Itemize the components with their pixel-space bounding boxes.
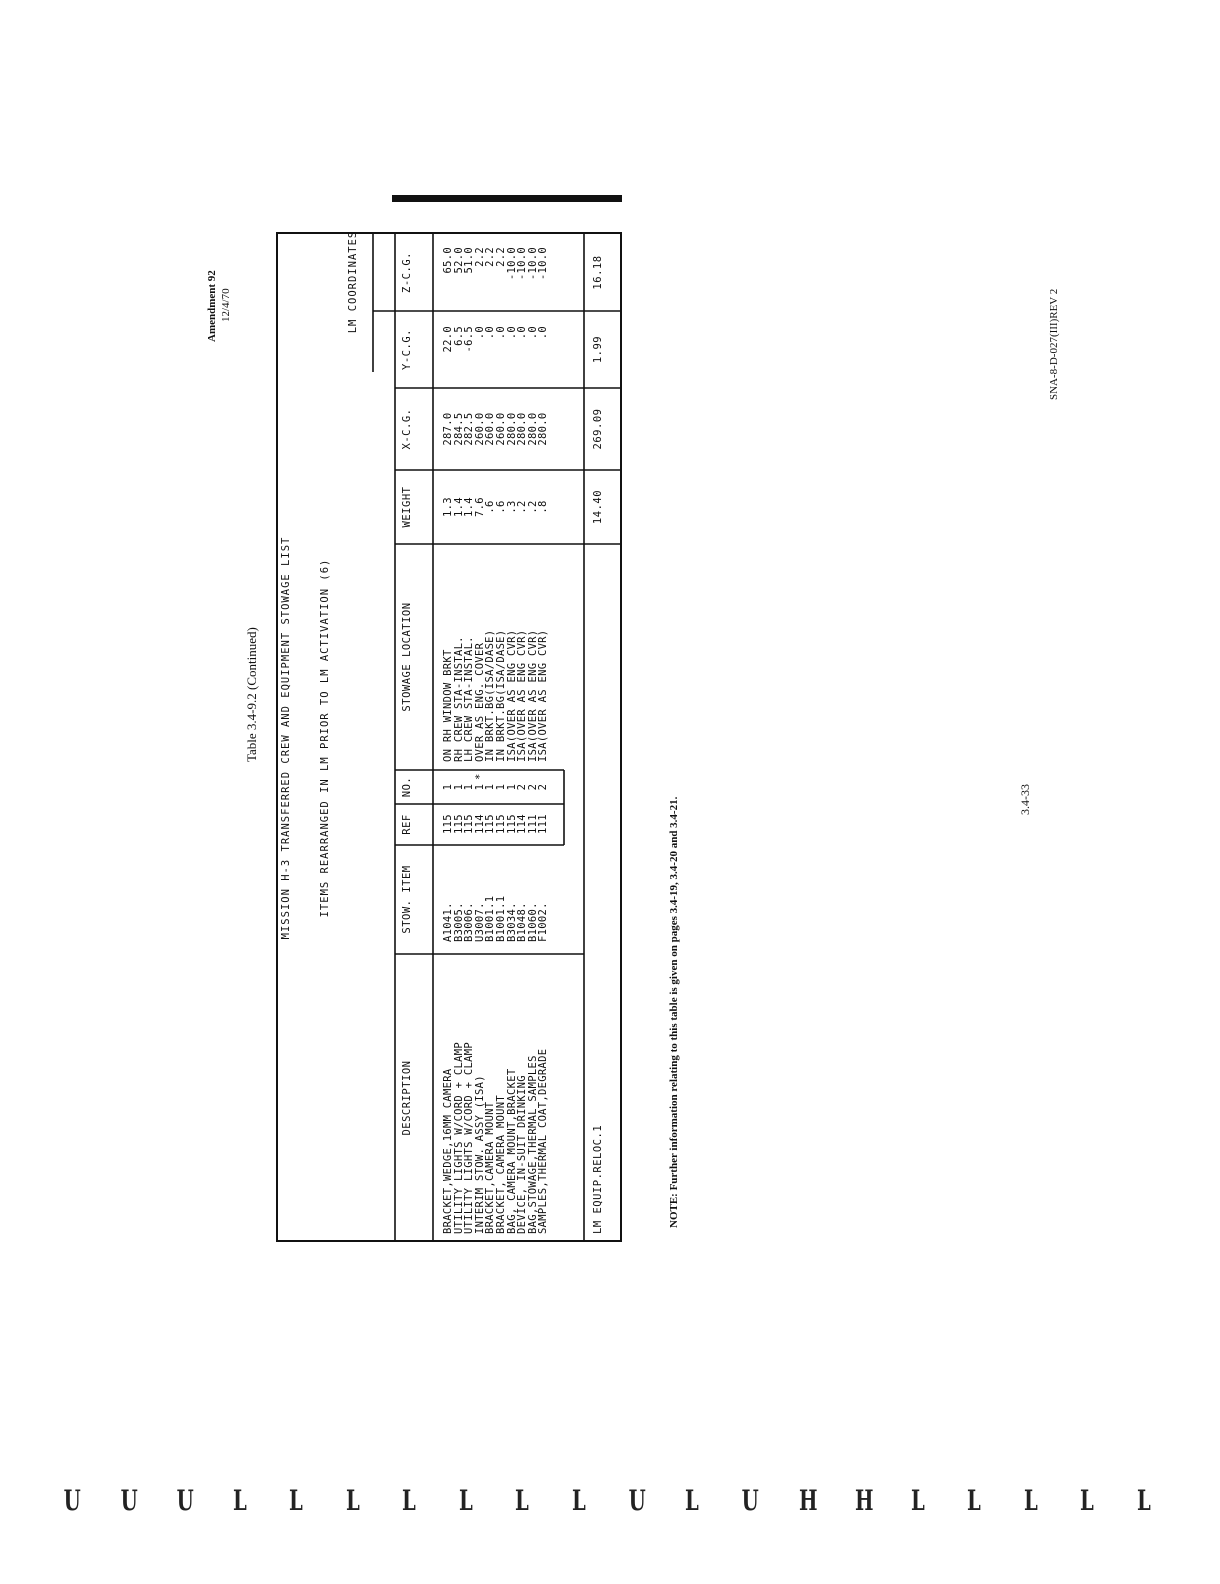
star-mark: * [473, 773, 486, 780]
table-cell-no: 1 [463, 783, 476, 791]
table-row [496, 234, 507, 1242]
table-cell-z: 2.2 [473, 247, 486, 267]
table-cell-stow_item: B1001.1 [484, 895, 497, 942]
col-header-z-cg: Z-C.G. [401, 252, 413, 293]
table-cell-y: 6.5 [452, 326, 465, 346]
footer-mark: L [401, 1484, 416, 1517]
footer-mark: U [741, 1484, 759, 1517]
table-cell-ref: 115 [484, 814, 497, 834]
table-cell-ref: 111 [526, 814, 539, 834]
table-cell-description: SAMPLES,THERMAL COAT,DEGRADE [537, 1048, 550, 1234]
amendment-date: 12/4/70 [220, 288, 232, 322]
col-header-stow-item: STOW. ITEM [401, 865, 413, 934]
table-cell-location: ISA(OVER AS ENG CVR) [526, 629, 539, 762]
table-cell-z: 65.0 [442, 247, 454, 274]
table-cell-no: 1 [495, 783, 507, 791]
table-cell-y: .0 [526, 326, 539, 340]
table-cell-stow_item: B1060. [526, 902, 539, 942]
table-cell-y: -6.5 [463, 326, 476, 353]
amendment-label: Amendment 92 [206, 270, 218, 342]
footer-mark: L [345, 1484, 360, 1517]
table-note: NOTE: Further information relating to this table is given on pages 3.4-19, 3.4-20 and 3.4-21. [668, 796, 680, 1228]
table-cell-y: .0 [505, 326, 518, 340]
table-cell-stow_item: B3006. [463, 902, 476, 942]
col-header-y-cg: Y-C.G. [401, 329, 413, 370]
table-cell-ref: 115 [452, 814, 465, 834]
table-caption: Table 3.4-9.2 (Continued) [244, 627, 259, 762]
col-header-ref: REF [401, 814, 413, 835]
table-cell-z: -10.0 [526, 247, 539, 281]
table-cell-x: 280.0 [526, 412, 539, 446]
table-cell-location: ISA(OVER AS ENG CVR) [516, 629, 529, 762]
footer-mark: L [288, 1484, 303, 1517]
table-cell-location: RH CREW STA-INSTAL. [452, 636, 465, 762]
footer-mark: U [63, 1484, 81, 1517]
table-cell-description: DEVICE, IN-SUIT DRINKING [516, 1075, 529, 1234]
table-cell-y: .0 [473, 326, 486, 340]
table-cell-location: ON RH WINDOW BRKT [442, 649, 454, 762]
table-cell-y: .0 [484, 326, 497, 340]
table-cell-y: .0 [537, 326, 550, 340]
footer-mark: L [1136, 1484, 1151, 1517]
table-cell-x: 284.5 [452, 412, 465, 446]
footer-mark: L [571, 1484, 586, 1517]
table-cell-stow_item: B3034. [505, 902, 518, 942]
table-cell-y: .0 [495, 326, 507, 340]
table-cell-ref: 115 [463, 814, 476, 834]
table-cell-no: 1 [442, 783, 454, 791]
footer-mark: L [232, 1484, 247, 1517]
table-cell-weight: 7.6 [473, 497, 486, 517]
table-cell-ref: 114 [516, 814, 529, 834]
col-header-description: DESCRIPTION [401, 1060, 413, 1136]
table-cell-z: 2.2 [484, 247, 497, 267]
table-cell-ref: 114 [473, 814, 486, 834]
table-cell-ref: 115 [505, 814, 518, 834]
col-header-location: STOWAGE LOCATION [401, 602, 413, 712]
table-cell-location: ISA(OVER AS ENG CVR) [505, 629, 518, 762]
footer-mark: L [1079, 1484, 1094, 1517]
table-cell-z: -10.0 [516, 247, 529, 281]
table-cell-weight: 1.3 [442, 497, 454, 517]
table-subtitle: ITEMS REARRANGED IN LM PRIOR TO LM ACTIVATION (6) [319, 558, 331, 918]
footer-mark: L [514, 1484, 529, 1517]
total-z-cg: 16.18 [592, 255, 604, 290]
table-cell-description: INTERIM STOW. ASSY (ISA) [473, 1075, 486, 1234]
table-cell-ref: 115 [442, 814, 454, 834]
table-cell-x: 260.0 [484, 412, 497, 446]
total-weight: 14.40 [592, 489, 604, 525]
footer-mark: L [910, 1484, 925, 1517]
table-cell-x: 260.0 [473, 412, 486, 446]
table-cell-stow_item: B1001.1 [495, 895, 507, 942]
table-cell-no: 2 [526, 783, 539, 791]
table-row [538, 234, 549, 1242]
table-cell-y: .0 [516, 326, 529, 340]
table-cell-no: 2 [537, 783, 550, 791]
table-cell-x: 282.5 [463, 412, 476, 446]
table-cell-description: BAG,STOWAGE,THERMAL SAMPLES [526, 1055, 539, 1234]
footer-mark: H [798, 1484, 817, 1517]
footer-mark: U [176, 1484, 194, 1517]
table-cell-z: 52.0 [452, 247, 465, 274]
total-x-cg: 269.09 [592, 408, 604, 450]
footer-mark: L [1023, 1484, 1038, 1517]
table-cell-x: 260.0 [495, 412, 507, 446]
table-cell-description: BRACKET,CAMERA MOUNT [484, 1101, 497, 1234]
table-cell-stow_item: U3007. [473, 902, 486, 942]
footer-mark: L [966, 1484, 981, 1517]
table-title: MISSION H-3 TRANSFERRED CREW AND EQUIPMENT STOWAGE LIST [280, 536, 292, 940]
col-header-no: NO. [401, 776, 413, 798]
table-cell-no: 1 [505, 783, 518, 791]
table-cell-location: IN BRKT.BG(ISA/DASE) [495, 629, 507, 762]
table-cell-description: UTILITY LIGHTS W/CORD + CLAMP [463, 1041, 476, 1234]
table-cell-no: 1 [452, 783, 465, 791]
table-cell-weight: 1.4 [452, 497, 465, 517]
total-y-cg: 1.99 [592, 335, 604, 364]
table-cell-weight: .2 [526, 500, 539, 514]
table-cell-stow_item: F1002. [537, 902, 550, 942]
table-cell-z: 2.2 [495, 247, 507, 267]
table-cell-weight: .8 [537, 500, 550, 514]
table-cell-stow_item: A1041. [442, 902, 454, 942]
table-cell-location: ISA(OVER AS ENG CVR) [537, 629, 550, 762]
footer-mark: H [854, 1484, 874, 1517]
footer-mark: L [684, 1484, 699, 1517]
table-cell-weight: .6 [484, 500, 497, 514]
table-cell-weight: .3 [505, 500, 518, 514]
table-cell-no: 1 [484, 783, 497, 791]
table-cell-description: BRACKET, CAMERA MOUNT [495, 1094, 507, 1234]
table-cell-weight: 1.4 [463, 497, 476, 517]
table-cell-description: BAG, CAMERA MOUNT,BRACKET [505, 1068, 518, 1234]
table-cell-z: -10.0 [505, 247, 518, 281]
table-cell-x: 280.0 [537, 412, 550, 446]
table-cell-ref: 111 [537, 814, 550, 834]
footer-mark: U [120, 1484, 138, 1517]
table-cell-location: IN BRKT.BG(ISA/DASE) [484, 629, 497, 762]
table-cell-x: 280.0 [505, 412, 518, 446]
table-cell-description: UTILITY LIGHTS W/CORD + CLAMP [452, 1041, 465, 1234]
table-cell-location: OVER AS ENG. COVER [473, 642, 486, 762]
table-row [443, 234, 454, 1242]
footer-mark: U [628, 1484, 646, 1517]
page-number: 3.4-33 [1018, 784, 1032, 815]
table-cell-stow_item: B1048. [516, 902, 529, 942]
table-cell-no: 2 [516, 783, 529, 791]
table-cell-no: 1 [473, 783, 486, 791]
table-cell-z: 51.0 [463, 247, 476, 274]
total-label: LM EQUIP.RELOC.1 [592, 1124, 604, 1234]
table-cell-ref: 115 [495, 814, 507, 834]
table-cell-weight: .6 [495, 500, 507, 514]
footer-mark: L [458, 1484, 473, 1517]
table-cell-stow_item: B3005. [452, 902, 465, 942]
col-header-weight: WEIGHT [401, 486, 413, 528]
table-cell-x: 287.0 [442, 412, 454, 446]
table-cell-description: BRACKET,WEDGE,16MM CAMERA [442, 1068, 454, 1234]
table-cell-y: 22.0 [442, 326, 454, 353]
table-cell-x: 280.0 [516, 412, 529, 446]
col-header-x-cg: X-C.G. [401, 408, 413, 450]
table-cell-z: -10.0 [537, 247, 550, 281]
document-id: SNA-8-D-027(III)REV 2 [1048, 288, 1060, 400]
revision-bar [392, 195, 622, 202]
stowage-table [276, 230, 620, 1242]
table-cell-location: LH CREW STA-INSTAL. [463, 636, 476, 762]
lm-coordinates-label: LM COORDINATES [347, 230, 359, 334]
amendment-block [205, 270, 233, 342]
table-cell-weight: .2 [516, 500, 529, 514]
